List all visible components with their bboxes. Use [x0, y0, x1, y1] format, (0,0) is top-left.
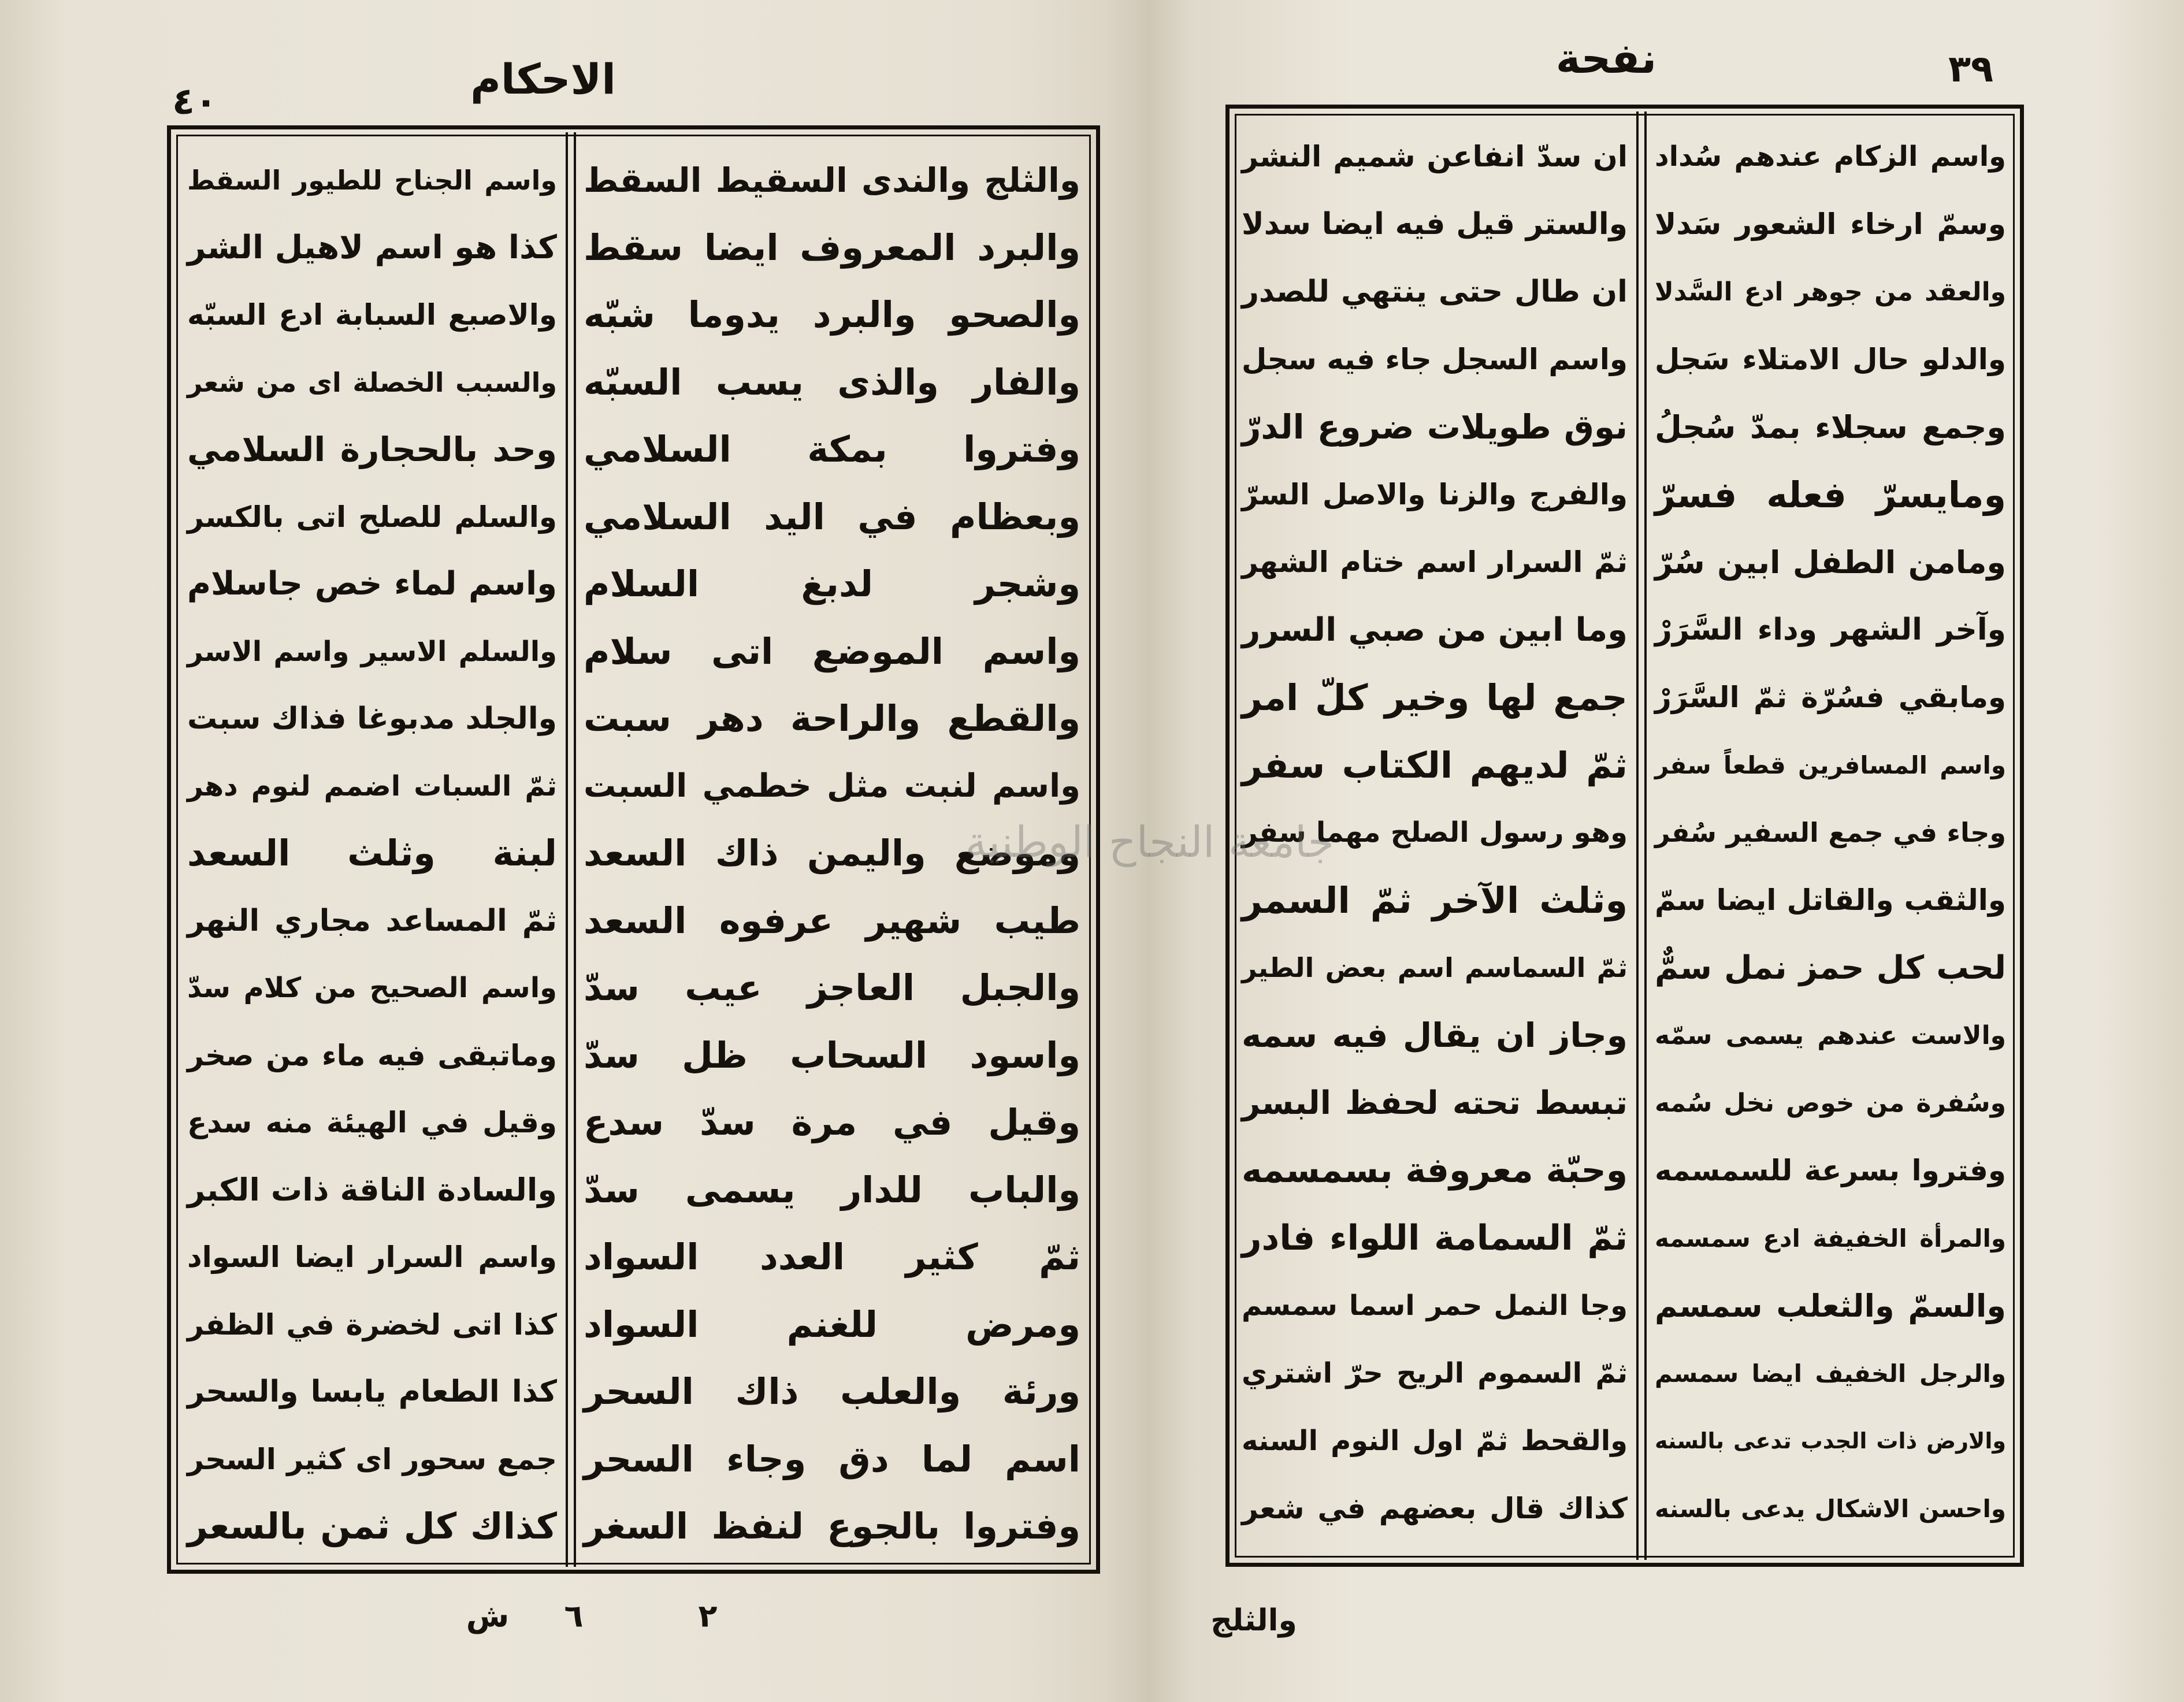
verse-line: ثمّ السبات اضمم لنوم دهر — [187, 770, 557, 802]
verse-line: وموضع واليمن ذاك السعد — [584, 832, 1080, 874]
verse-line: اسم لما دق وجاء السحر — [584, 1437, 1080, 1480]
verse-line: لحب كل حمز نمل سمٌّ — [1655, 949, 2006, 987]
verse-line: والقحط ثمّ اول النوم السنه — [1242, 1425, 1628, 1457]
verse-line: وفتروا بالجوع لنفظ السغر — [584, 1505, 1080, 1547]
verse-line: كذا الطعام يابسا والسحر — [187, 1374, 557, 1409]
right-page-header-title: نفحة — [1555, 34, 1657, 83]
verse-line: والاصبع السبابة ادع السبّه — [187, 298, 557, 332]
verse-line: ومامن الطفل ابين سُرّ — [1655, 544, 2006, 581]
verse-line: واسم الموضع اتى سلام — [584, 630, 1080, 672]
footer-signature-mark: ٦ — [564, 1597, 584, 1634]
catchword: والثلج — [1210, 1603, 1297, 1638]
verse-line: وقيل في مرة سدّ سدع — [584, 1101, 1080, 1143]
verse-line: كذاك قال بعضهم في شعر — [1242, 1492, 1628, 1525]
verse-line: ثمّ المساعد مجاري النهر — [187, 903, 557, 938]
verse-line: واسم السجل جاء فيه سجل — [1242, 343, 1628, 376]
verse-line: ثمّ السماسم اسم بعض الطير — [1242, 952, 1628, 983]
verse-line: ثمّ السرار اسم ختام الشهر — [1242, 545, 1628, 579]
verse-line: ان سدّ انفاعن شميم النشر — [1242, 140, 1628, 173]
verse-line: كذا هو اسم لاهيل الشر — [187, 228, 557, 266]
verse-line: واسم لماء خص جاسلام — [187, 565, 557, 603]
verse-line: وجاز ان يقال فيه سمه — [1242, 1016, 1628, 1055]
verse-line: وبعظام في اليد السلامي — [584, 495, 1080, 538]
verse-line: وثلث الآخر ثمّ السمر — [1242, 879, 1628, 921]
verse-line: وفتروا بسرعة للسمسمه — [1655, 1154, 2006, 1187]
left-page-column-rule — [574, 132, 576, 1567]
verse-line: وهو رسول الصلح مهما سفر — [1242, 816, 1628, 849]
verse-line: ثمّ لديهم الكتاب سفر — [1242, 744, 1628, 786]
footer-signature-mark: ش — [466, 1597, 510, 1634]
verse-line: والجبل العاجز عيب سدّ — [584, 967, 1080, 1009]
verse-line: والفرج والزنا والاصل السرّ — [1242, 478, 1628, 511]
right-page-number: ٣٩ — [1948, 48, 1994, 91]
verse-line: والثلج والندى السقيط السقط — [584, 161, 1080, 200]
verse-line: كذا اتى لخضرة في الظفر — [187, 1307, 557, 1341]
verse-line: والسلم للصلح اتى بالكسر — [187, 500, 557, 534]
verse-line: وقيل في الهيئة منه سدع — [187, 1106, 557, 1139]
verse-line: واسم الجناح للطيور السقط — [187, 165, 557, 196]
right-page-column-rule — [1636, 112, 1639, 1560]
verse-line: والثقب والقاتل ايضا سمّ — [1655, 883, 2006, 917]
verse-line: والسادة الناقة ذات الكبر — [187, 1171, 557, 1208]
left-page-column-rule — [566, 132, 568, 1567]
left-page-header-title: الاحكام — [470, 55, 616, 103]
verse-line: والعقد من جوهر ادع السَّدلا — [1655, 277, 2006, 307]
left-page-number: ٤٠ — [172, 80, 218, 123]
verse-line: واسم الزكام عندهم سُداد — [1655, 140, 2006, 173]
verse-line: طيب شهير عرفوه السعد — [584, 899, 1080, 942]
verse-line: والارض ذات الجدب تدعى بالسنه — [1655, 1428, 2006, 1454]
verse-line: لبنة وثلث السعد — [187, 832, 557, 874]
verse-line: واسم المسافرين قطعاً سفر — [1655, 751, 2006, 779]
verse-line: واسم لنبت مثل خطمي السبت — [584, 767, 1080, 805]
verse-line: ومابقي فسُرّة ثمّ السَّرَرْ — [1655, 681, 2006, 714]
verse-line: وشجر لدبغ السلام — [584, 563, 1080, 605]
verse-line: ثمّ السموم الريح حرّ اشتري — [1242, 1357, 1628, 1389]
verse-line: واحسن الاشكال يدعى بالسنه — [1655, 1495, 2006, 1523]
verse-line: ورئة والعلب ذاك السحر — [584, 1370, 1080, 1413]
verse-line: واسم الصحيح من كلام سدّ — [187, 972, 557, 1004]
library-watermark: جامعة النجاح الوطنية — [965, 817, 1335, 867]
left-page-second-hemistich-column — [184, 147, 560, 1560]
verse-line: وسمّ ارخاء الشعور سَدلا — [1655, 207, 2006, 241]
verse-line: واسم السرار ايضا السواد — [187, 1240, 557, 1274]
verse-line: كذاك كل ثمن بالسعر — [187, 1505, 557, 1547]
verse-line: وما ابين من صبي السرر — [1242, 611, 1628, 649]
verse-line: ومايسرّ فعله فسرّ — [1655, 474, 2006, 516]
verse-line: تبسط تحته لحفظ البسر — [1242, 1084, 1628, 1122]
footer-signature-mark: ٢ — [698, 1597, 718, 1634]
verse-line: ان طال حتى ينتهي للصدر — [1242, 274, 1628, 309]
verse-line: جمع سحور اى كثير السحر — [187, 1442, 557, 1476]
verse-line: جمع لها وخير كلّ امر — [1242, 677, 1628, 719]
verse-line: والمرأة الخفيفة ادع سمسمه — [1655, 1224, 2006, 1253]
verse-line: وفتروا بمكة السلامي — [584, 428, 1080, 470]
verse-line: وماتبقى فيه ماء من صخر — [187, 1038, 557, 1072]
verse-line: وجاء في جمع السفير سُفر — [1655, 817, 2006, 848]
verse-line: وجا النمل حمر اسما سمسم — [1242, 1289, 1628, 1322]
verse-line: والبرد المعروف ايضا سقط — [584, 226, 1080, 269]
verse-line: وحد بالحجارة السلامي — [187, 430, 557, 469]
verse-line: وحبّة معروفة بسمسمه — [1242, 1150, 1628, 1191]
verse-line: والدلو حال الامتلاء سَجل — [1655, 343, 2006, 376]
verse-line: ثمّ كثير العدد السواد — [584, 1236, 1080, 1278]
verse-line: وجمع سجلاء بمدّ سُجلُ — [1655, 409, 2006, 445]
verse-line: والجلد مدبوغا فذاك سبت — [187, 701, 557, 736]
verse-line: والستر قيل فيه ايضا سدلا — [1242, 207, 1628, 241]
verse-line: والصحو والبرد يدوما شبّه — [584, 293, 1080, 336]
right-page-column-rule — [1644, 112, 1647, 1560]
verse-line: وسُفرة من خوص نخل سُمه — [1655, 1088, 2006, 1118]
verse-line: والباب للدار يسمى سدّ — [584, 1168, 1080, 1211]
verse-line: واسود السحاب ظل سدّ — [584, 1034, 1080, 1076]
verse-line: نوق طويلات ضروع الدرّ — [1242, 407, 1628, 447]
verse-line: والسبب الخصلة اى من شعر — [187, 366, 557, 398]
verse-line: والسلم الاسير واسم الاسر — [187, 635, 557, 668]
verse-line: والفار والذى يسب السبّه — [584, 361, 1080, 403]
verse-line: ومرض للغنم السواد — [584, 1303, 1080, 1346]
verse-line: والقطع والراحة دهر سبت — [584, 697, 1080, 739]
verse-line: وآخر الشهر وداء السَّرَرْ — [1655, 612, 2006, 647]
verse-line: والسمّ والثعلب سمسم — [1655, 1288, 2006, 1324]
verse-line: والاست عندهم يسمى سمّه — [1655, 1021, 2006, 1050]
verse-line: ثمّ السمامة اللواء فادر — [1242, 1218, 1628, 1258]
verse-line: والرجل الخفيف ايضا سمسم — [1655, 1359, 2006, 1388]
right-page-first-hemistich-column — [1651, 123, 2010, 1543]
